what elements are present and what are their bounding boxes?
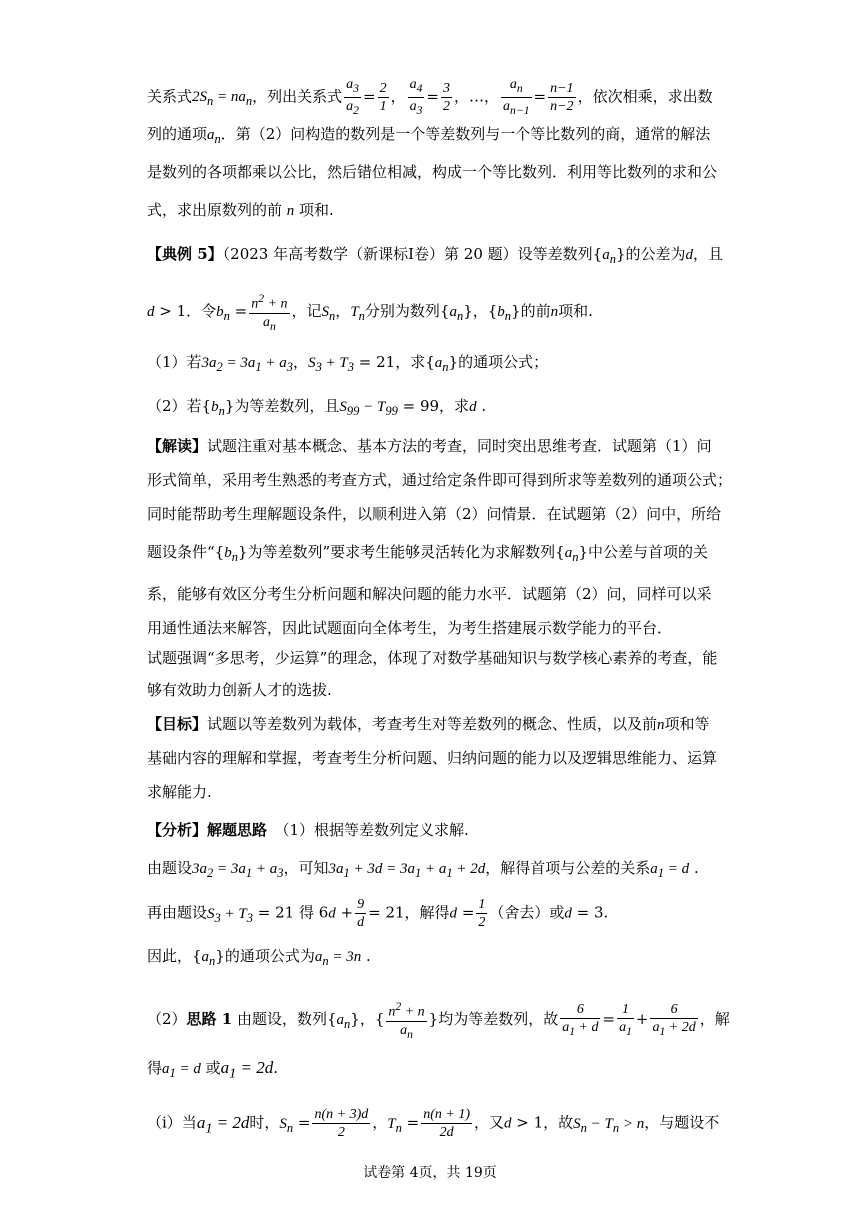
text-line-10: 形式简单，采用考生熟悉的考查方式，通过给定条件即可得到所求等差数列的通项公式； — [147, 471, 733, 489]
text-line-8: （2）若$\{b_n\}$为等差数列，且$S_{99} - T_{99} = 99$，求d . — [147, 397, 487, 418]
text-line-14: 用通性通法来解答，因此试题面向全体考生，为考生搭建展示数学能力的平台． — [147, 619, 673, 637]
text-line-11: 同时能帮助考生理解题设条件，以顺利进入第（2）问情景．在试题第（2）问中，所给 — [147, 505, 722, 523]
text-line-7: （1）若$3a_2 = 3a_1 + a_3$，$S_3 + T_3 = 21$，求$\{a_n\}$的通项公式； — [147, 353, 549, 374]
text-line-26: （ⅰ）当$a_1 = 2d$时，$S_n$ = $\frac{n(n + 3)d}{2}$ ，$T_n$ = $\frac{n(n + 1)}{2d}$ ，又d > 1，故$S_n - T_n > n$，与题设不 — [147, 1107, 720, 1140]
text-line-15: 试题强调“多思考，少运算”的理念，体现了对数学基础知识与数学核心素养的考查，能 — [147, 649, 718, 667]
text-line-4: 式，求出原数列的前 n 项和. — [147, 201, 334, 219]
text-line-9: 【解读】试题注重对基本概念、基本方法的考查，同时突出思维考查．试题第（1）问 — [147, 437, 712, 455]
text-line-25: 得$a_1 = d$ 或$a_1 = 2d$. — [147, 1058, 279, 1082]
text-line-17: 【目标】试题以等差数列为载体，考查考生对等差数列的概念、性质，以及前n项和等 — [147, 715, 710, 733]
text-line-23: 因此，$\{a_n\}$的通项公式为$a_n = 3n$ . — [147, 947, 371, 968]
text-line-12: 题设条件“$\{b_n\}$为等差数列”要求考生能够灵活转化为求解数列$\{a_n\}$中公差与首项的关 — [147, 543, 709, 564]
text-line-16: 够有效助力创新人才的选拔. — [147, 681, 332, 699]
text-line-2: 列的通项$a_n$．第（2）问构造的数列是一个等差数列与一个等比数列的商，通常的解法 — [147, 125, 711, 146]
text-line-24: （2）思路 1 由题设，数列$\{a_n\}$，{ $\frac{n^2 + n}{a_n}$ }均为等差数列，故 $\frac{6}{a_1 + d}$ = $\frac{1}{a_1}$ + $\frac{6}{a_1 + 2d}$ ，解 — [147, 1000, 730, 1041]
text-line-13: 系，能够有效区分考生分析问题和解决问题的能力水平．试题第（2）问，同样可以采 — [147, 585, 712, 603]
text-line-20: 【分析】解题思路 （1）根据等差数列定义求解. — [147, 821, 469, 839]
text-line-22: 再由题设$S_3 + T_3 = 21$ 得 6d + $\frac{9}{d}$ = 21，解得d = $\frac{1}{2}$ （舍去）或d = 3. — [147, 897, 609, 930]
text-line-6: d > 1．令$b_n$ = $\frac{n^2 + n}{a_n}$ ，记$S_n$，$T_n$分别为数列$\{a_n\}$，$\{b_n\}$的前n项和. — [147, 292, 593, 333]
text-line-18: 基础内容的理解和掌握，考查考生分析问题、归纳问题的能力以及逻辑思维能力、运算 — [147, 749, 718, 767]
page-footer: 试卷第 4页，共 19页 — [363, 1165, 497, 1181]
text-line-1: 关系式$2S_n = na_n$，列出关系式 $\frac{a_3}{a_2}$ = $\frac{2}{1}$ ， $\frac{a_4}{a_3}$ = $\frac{3}{2}$ ，…， $\frac{a_n}{a_{n-1}}$ = $\frac{n-1}{n-2}$ ，依次相乘，求出数 — [147, 77, 713, 117]
text-line-5: 【典例 5】（2023 年高考数学（新课标Ⅰ卷）第 20 题）设等差数列$\{a_n\}$的公差为d，且 — [147, 245, 724, 266]
text-line-21: 由题设$3a_2 = 3a_1 + a_3$，可知$3a_1 + 3d = 3a_1 + a_1 + 2d$，解得首项与公差的关系$a_1 = d$ . — [147, 859, 699, 880]
text-line-3: 是数列的各项都乘以公比，然后错位相减，构成一个等比数列．利用等比数列的求和公 — [147, 163, 718, 181]
text-line-19: 求解能力. — [147, 783, 212, 801]
